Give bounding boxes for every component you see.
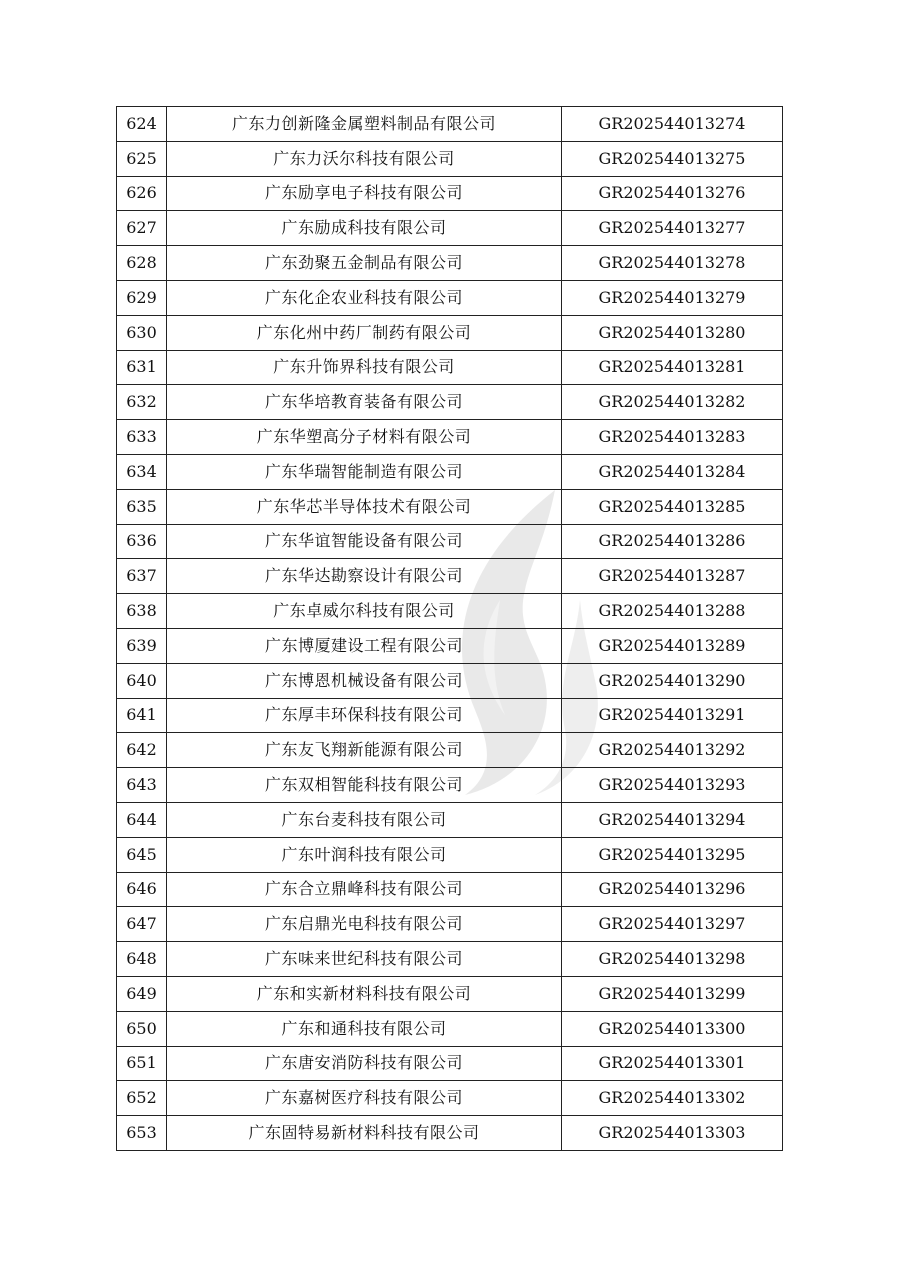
company-name: 广东友飞翔新能源有限公司 bbox=[167, 733, 562, 768]
certificate-number: GR202544013303 bbox=[562, 1116, 783, 1151]
company-name: 广东华达勘察设计有限公司 bbox=[167, 559, 562, 594]
company-name: 广东力沃尔科技有限公司 bbox=[167, 141, 562, 176]
company-name: 广东力创新隆金属塑料制品有限公司 bbox=[167, 107, 562, 142]
certificate-number: GR202544013293 bbox=[562, 768, 783, 803]
company-name: 广东升饰界科技有限公司 bbox=[167, 350, 562, 385]
table-row bbox=[117, 1081, 783, 1116]
certificate-number: GR202544013274 bbox=[562, 107, 783, 142]
table-row bbox=[117, 280, 783, 315]
company-name: 广东合立鼎峰科技有限公司 bbox=[167, 872, 562, 907]
table-row bbox=[117, 628, 783, 663]
table-row bbox=[117, 976, 783, 1011]
table-row bbox=[117, 420, 783, 455]
row-number: 638 bbox=[117, 594, 167, 629]
table-row bbox=[117, 141, 783, 176]
company-name: 广东华培教育装备有限公司 bbox=[167, 385, 562, 420]
table-row bbox=[117, 733, 783, 768]
certificate-number: GR202544013284 bbox=[562, 454, 783, 489]
row-number: 628 bbox=[117, 246, 167, 281]
company-name: 广东味来世纪科技有限公司 bbox=[167, 942, 562, 977]
table-row bbox=[117, 107, 783, 142]
company-name: 广东嘉树医疗科技有限公司 bbox=[167, 1081, 562, 1116]
table-row bbox=[117, 524, 783, 559]
certificate-number: GR202544013283 bbox=[562, 420, 783, 455]
certificate-number: GR202544013276 bbox=[562, 176, 783, 211]
table-row bbox=[117, 872, 783, 907]
table-row bbox=[117, 559, 783, 594]
row-number: 647 bbox=[117, 907, 167, 942]
company-name: 广东卓威尔科技有限公司 bbox=[167, 594, 562, 629]
certificate-number: GR202544013290 bbox=[562, 663, 783, 698]
certificate-number: GR202544013285 bbox=[562, 489, 783, 524]
row-number: 637 bbox=[117, 559, 167, 594]
certificate-number: GR202544013277 bbox=[562, 211, 783, 246]
row-number: 652 bbox=[117, 1081, 167, 1116]
row-number: 639 bbox=[117, 628, 167, 663]
certificate-number: GR202544013275 bbox=[562, 141, 783, 176]
row-number: 629 bbox=[117, 280, 167, 315]
company-name: 广东博厦建设工程有限公司 bbox=[167, 628, 562, 663]
table-row bbox=[117, 246, 783, 281]
table-row bbox=[117, 454, 783, 489]
company-name: 广东叶润科技有限公司 bbox=[167, 837, 562, 872]
company-name: 广东化州中药厂制药有限公司 bbox=[167, 315, 562, 350]
certificate-number: GR202544013291 bbox=[562, 698, 783, 733]
row-number: 630 bbox=[117, 315, 167, 350]
row-number: 641 bbox=[117, 698, 167, 733]
company-name: 广东化企农业科技有限公司 bbox=[167, 280, 562, 315]
row-number: 631 bbox=[117, 350, 167, 385]
table-row bbox=[117, 350, 783, 385]
certificate-number: GR202544013289 bbox=[562, 628, 783, 663]
row-number: 649 bbox=[117, 976, 167, 1011]
table-row bbox=[117, 176, 783, 211]
row-number: 646 bbox=[117, 872, 167, 907]
company-name: 广东劲聚五金制品有限公司 bbox=[167, 246, 562, 281]
company-name: 广东华瑞智能制造有限公司 bbox=[167, 454, 562, 489]
row-number: 640 bbox=[117, 663, 167, 698]
row-number: 633 bbox=[117, 420, 167, 455]
row-number: 636 bbox=[117, 524, 167, 559]
table-body bbox=[117, 107, 783, 1151]
certificate-number: GR202544013281 bbox=[562, 350, 783, 385]
certificate-number: GR202544013296 bbox=[562, 872, 783, 907]
company-name: 广东固特易新材料科技有限公司 bbox=[167, 1116, 562, 1151]
certificate-number: GR202544013301 bbox=[562, 1046, 783, 1081]
row-number: 644 bbox=[117, 802, 167, 837]
table-row bbox=[117, 1011, 783, 1046]
certificate-number: GR202544013294 bbox=[562, 802, 783, 837]
table-row bbox=[117, 907, 783, 942]
row-number: 648 bbox=[117, 942, 167, 977]
table-row bbox=[117, 837, 783, 872]
company-name: 广东博恩机械设备有限公司 bbox=[167, 663, 562, 698]
certificate-number: GR202544013302 bbox=[562, 1081, 783, 1116]
row-number: 642 bbox=[117, 733, 167, 768]
row-number: 624 bbox=[117, 107, 167, 142]
table-row bbox=[117, 385, 783, 420]
table-row bbox=[117, 594, 783, 629]
row-number: 645 bbox=[117, 837, 167, 872]
table-row bbox=[117, 315, 783, 350]
certificate-number: GR202544013278 bbox=[562, 246, 783, 281]
table-row bbox=[117, 942, 783, 977]
row-number: 650 bbox=[117, 1011, 167, 1046]
table-row bbox=[117, 489, 783, 524]
certificate-number: GR202544013292 bbox=[562, 733, 783, 768]
certificate-table bbox=[116, 106, 783, 1151]
company-name: 广东台麦科技有限公司 bbox=[167, 802, 562, 837]
certificate-number: GR202544013282 bbox=[562, 385, 783, 420]
table-row bbox=[117, 802, 783, 837]
certificate-number: GR202544013295 bbox=[562, 837, 783, 872]
row-number: 627 bbox=[117, 211, 167, 246]
certificate-number: GR202544013300 bbox=[562, 1011, 783, 1046]
certificate-number: GR202544013286 bbox=[562, 524, 783, 559]
certificate-number: GR202544013298 bbox=[562, 942, 783, 977]
row-number: 626 bbox=[117, 176, 167, 211]
company-name: 广东励成科技有限公司 bbox=[167, 211, 562, 246]
company-name: 广东唐安消防科技有限公司 bbox=[167, 1046, 562, 1081]
table-row bbox=[117, 211, 783, 246]
table-row bbox=[117, 698, 783, 733]
row-number: 643 bbox=[117, 768, 167, 803]
row-number: 625 bbox=[117, 141, 167, 176]
certificate-number: GR202544013299 bbox=[562, 976, 783, 1011]
row-number: 634 bbox=[117, 454, 167, 489]
company-name: 广东厚丰环保科技有限公司 bbox=[167, 698, 562, 733]
row-number: 635 bbox=[117, 489, 167, 524]
table-row bbox=[117, 1046, 783, 1081]
company-name: 广东华塑高分子材料有限公司 bbox=[167, 420, 562, 455]
certificate-number: GR202544013287 bbox=[562, 559, 783, 594]
table-row bbox=[117, 768, 783, 803]
company-name: 广东励享电子科技有限公司 bbox=[167, 176, 562, 211]
row-number: 653 bbox=[117, 1116, 167, 1151]
row-number: 632 bbox=[117, 385, 167, 420]
table-row bbox=[117, 1116, 783, 1151]
table-row bbox=[117, 663, 783, 698]
company-name: 广东双相智能科技有限公司 bbox=[167, 768, 562, 803]
company-name: 广东和通科技有限公司 bbox=[167, 1011, 562, 1046]
certificate-number: GR202544013280 bbox=[562, 315, 783, 350]
certificate-number: GR202544013288 bbox=[562, 594, 783, 629]
company-name: 广东华芯半导体技术有限公司 bbox=[167, 489, 562, 524]
company-name: 广东华谊智能设备有限公司 bbox=[167, 524, 562, 559]
certificate-number: GR202544013297 bbox=[562, 907, 783, 942]
row-number: 651 bbox=[117, 1046, 167, 1081]
certificate-number: GR202544013279 bbox=[562, 280, 783, 315]
company-name: 广东和实新材料科技有限公司 bbox=[167, 976, 562, 1011]
company-name: 广东启鼎光电科技有限公司 bbox=[167, 907, 562, 942]
